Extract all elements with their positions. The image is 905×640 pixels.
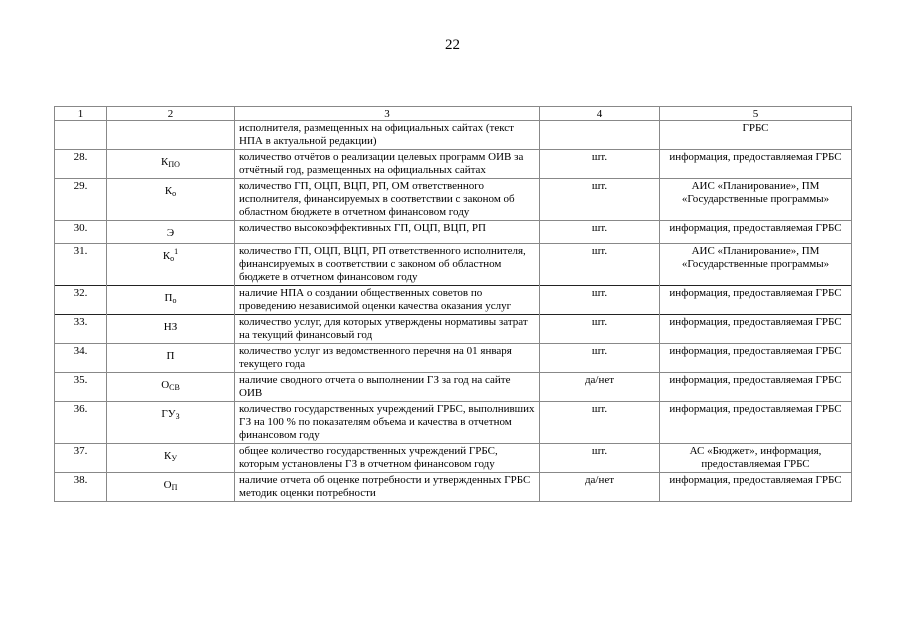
- data-source: информация, предоставляемая ГРБС: [660, 286, 852, 315]
- symbol-main: К: [161, 156, 169, 168]
- indicator-symbol: [107, 315, 235, 344]
- data-source: АС «Бюджет», информация, предоставляемая ГРБС: [660, 444, 852, 473]
- indicator-description: количество услуг из ведомственного перечня на 01 января текущего года: [235, 344, 540, 373]
- table-row: [55, 373, 852, 402]
- indicator-description: наличие отчета об оценке потребности и утвержденных ГРБС методик оценки потребности: [235, 473, 540, 502]
- row-number: 30.: [55, 221, 107, 244]
- symbol-main: К: [163, 450, 172, 462]
- indicator-symbol: [107, 121, 235, 150]
- unit-of-measure: шт.: [540, 150, 660, 179]
- unit-of-measure: [540, 121, 660, 150]
- table-row: [55, 473, 852, 502]
- indicator-symbol: [107, 179, 235, 221]
- symbol-superscript: 1: [174, 247, 179, 256]
- symbol-main: ГУ: [161, 408, 176, 420]
- data-source: информация, предоставляемая ГРБС: [660, 150, 852, 179]
- unit-of-measure: шт.: [540, 402, 660, 444]
- data-source: АИС «Планирование», ПМ «Государственные программы»: [660, 244, 852, 286]
- unit-of-measure: шт.: [540, 315, 660, 344]
- unit-of-measure: шт.: [540, 444, 660, 473]
- indicator-description: количество услуг, для которых утверждены нормативы затрат на текущий финансовый год: [235, 315, 540, 344]
- indicator-description: количество ГП, ОЦП, ВЦП, РП ответственного исполнителя, финансируемых в соответствии с законом об областном бюджете в отчетном финансовом году: [235, 244, 540, 286]
- data-source: АИС «Планирование», ПМ «Государственные программы»: [660, 179, 852, 221]
- table-row: [55, 315, 852, 344]
- indicator-description: количество высокоэффективных ГП, ОЦП, ВЦП, РП: [235, 221, 540, 244]
- indicator-symbol: [107, 286, 235, 315]
- data-source: ГРБС: [660, 121, 852, 150]
- row-number: 32.: [55, 286, 107, 315]
- unit-of-measure: шт.: [540, 179, 660, 221]
- symbol-main: П: [166, 350, 175, 362]
- symbol-main: О: [163, 479, 172, 491]
- indicator-description: количество отчётов о реализации целевых программ ОИВ за отчётный год, размещенных на официальных сайтах: [235, 150, 540, 179]
- symbol-main: НЗ: [163, 321, 178, 333]
- unit-of-measure: да/нет: [540, 473, 660, 502]
- unit-of-measure: шт.: [540, 344, 660, 373]
- header-cell-2: 2: [107, 107, 235, 121]
- header-cell-4: 4: [540, 107, 660, 121]
- table-row: [55, 179, 852, 221]
- unit-of-measure: шт.: [540, 244, 660, 286]
- symbol-main: О: [161, 379, 170, 391]
- unit-of-measure: шт.: [540, 286, 660, 315]
- data-source: информация, предоставляемая ГРБС: [660, 473, 852, 502]
- row-number: 37.: [55, 444, 107, 473]
- row-number: 28.: [55, 150, 107, 179]
- indicator-description: наличие сводного отчета о выполнении ГЗ за год на сайте ОИВ: [235, 373, 540, 402]
- header-cell-3: 3: [235, 107, 540, 121]
- indicator-description: наличие НПА о создании общественных советов по проведению независимой оценки качества оказания услуг: [235, 286, 540, 315]
- data-source: информация, предоставляемая ГРБС: [660, 315, 852, 344]
- symbol-subscript: У: [171, 454, 177, 463]
- table-row: [55, 402, 852, 444]
- table-row: [55, 121, 852, 150]
- data-source: информация, предоставляемая ГРБС: [660, 344, 852, 373]
- table-row: [55, 444, 852, 473]
- indicator-symbol: [107, 344, 235, 373]
- row-number: 36.: [55, 402, 107, 444]
- table-row: [55, 221, 852, 244]
- data-source: информация, предоставляемая ГРБС: [660, 373, 852, 402]
- symbol-subscript: ПО: [168, 160, 180, 169]
- data-source: информация, предоставляемая ГРБС: [660, 402, 852, 444]
- indicators-table: [54, 106, 852, 502]
- row-number: [55, 121, 107, 150]
- row-number: 38.: [55, 473, 107, 502]
- data-source: информация, предоставляемая ГРБС: [660, 221, 852, 244]
- symbol-subscript: З: [175, 412, 180, 421]
- unit-of-measure: да/нет: [540, 373, 660, 402]
- symbol-main: К: [162, 250, 171, 262]
- symbol-subscript: о: [172, 189, 177, 198]
- unit-of-measure: шт.: [540, 221, 660, 244]
- table-row: [55, 244, 852, 286]
- row-number: 34.: [55, 344, 107, 373]
- row-number: 31.: [55, 244, 107, 286]
- table-row: [55, 286, 852, 315]
- indicator-symbol: [107, 150, 235, 179]
- symbol-subscript: П: [171, 483, 178, 492]
- indicator-symbol: [107, 244, 235, 286]
- symbol-main: П: [164, 292, 173, 304]
- table-row: [55, 344, 852, 373]
- table-body: [55, 107, 852, 502]
- indicator-symbol: [107, 473, 235, 502]
- row-number: 33.: [55, 315, 107, 344]
- indicator-description: исполнителя, размещенных на официальных сайтах (текст НПА в актуальной редакции): [235, 121, 540, 150]
- indicator-description: количество ГП, ОЦП, ВЦП, РП, ОМ ответственного исполнителя, финансируемых в соответствии с законом об областном бюджете в отчетном финансовом году: [235, 179, 540, 221]
- symbol-subscript: о: [170, 254, 175, 263]
- symbol-subscript: о: [172, 296, 177, 305]
- indicator-description: общее количество государственных учреждений ГРБС, которым установлены ГЗ в отчетном финансовом году: [235, 444, 540, 473]
- table-header-row: [55, 107, 852, 121]
- header-cell-1: 1: [55, 107, 107, 121]
- indicator-symbol: [107, 221, 235, 244]
- indicator-symbol: [107, 373, 235, 402]
- indicator-symbol: [107, 402, 235, 444]
- indicator-symbol: [107, 444, 235, 473]
- symbol-subscript: СВ: [169, 383, 180, 392]
- header-cell-5: 5: [660, 107, 852, 121]
- row-number: 29.: [55, 179, 107, 221]
- table-row: [55, 150, 852, 179]
- indicator-description: количество государственных учреждений ГРБС, выполнивших ГЗ на 100 % по показателям объема и качества в отчетном финансовом году: [235, 402, 540, 444]
- page-number: 22: [445, 37, 460, 53]
- symbol-main: Э: [166, 227, 175, 239]
- row-number: 35.: [55, 373, 107, 402]
- symbol-main: К: [164, 185, 173, 197]
